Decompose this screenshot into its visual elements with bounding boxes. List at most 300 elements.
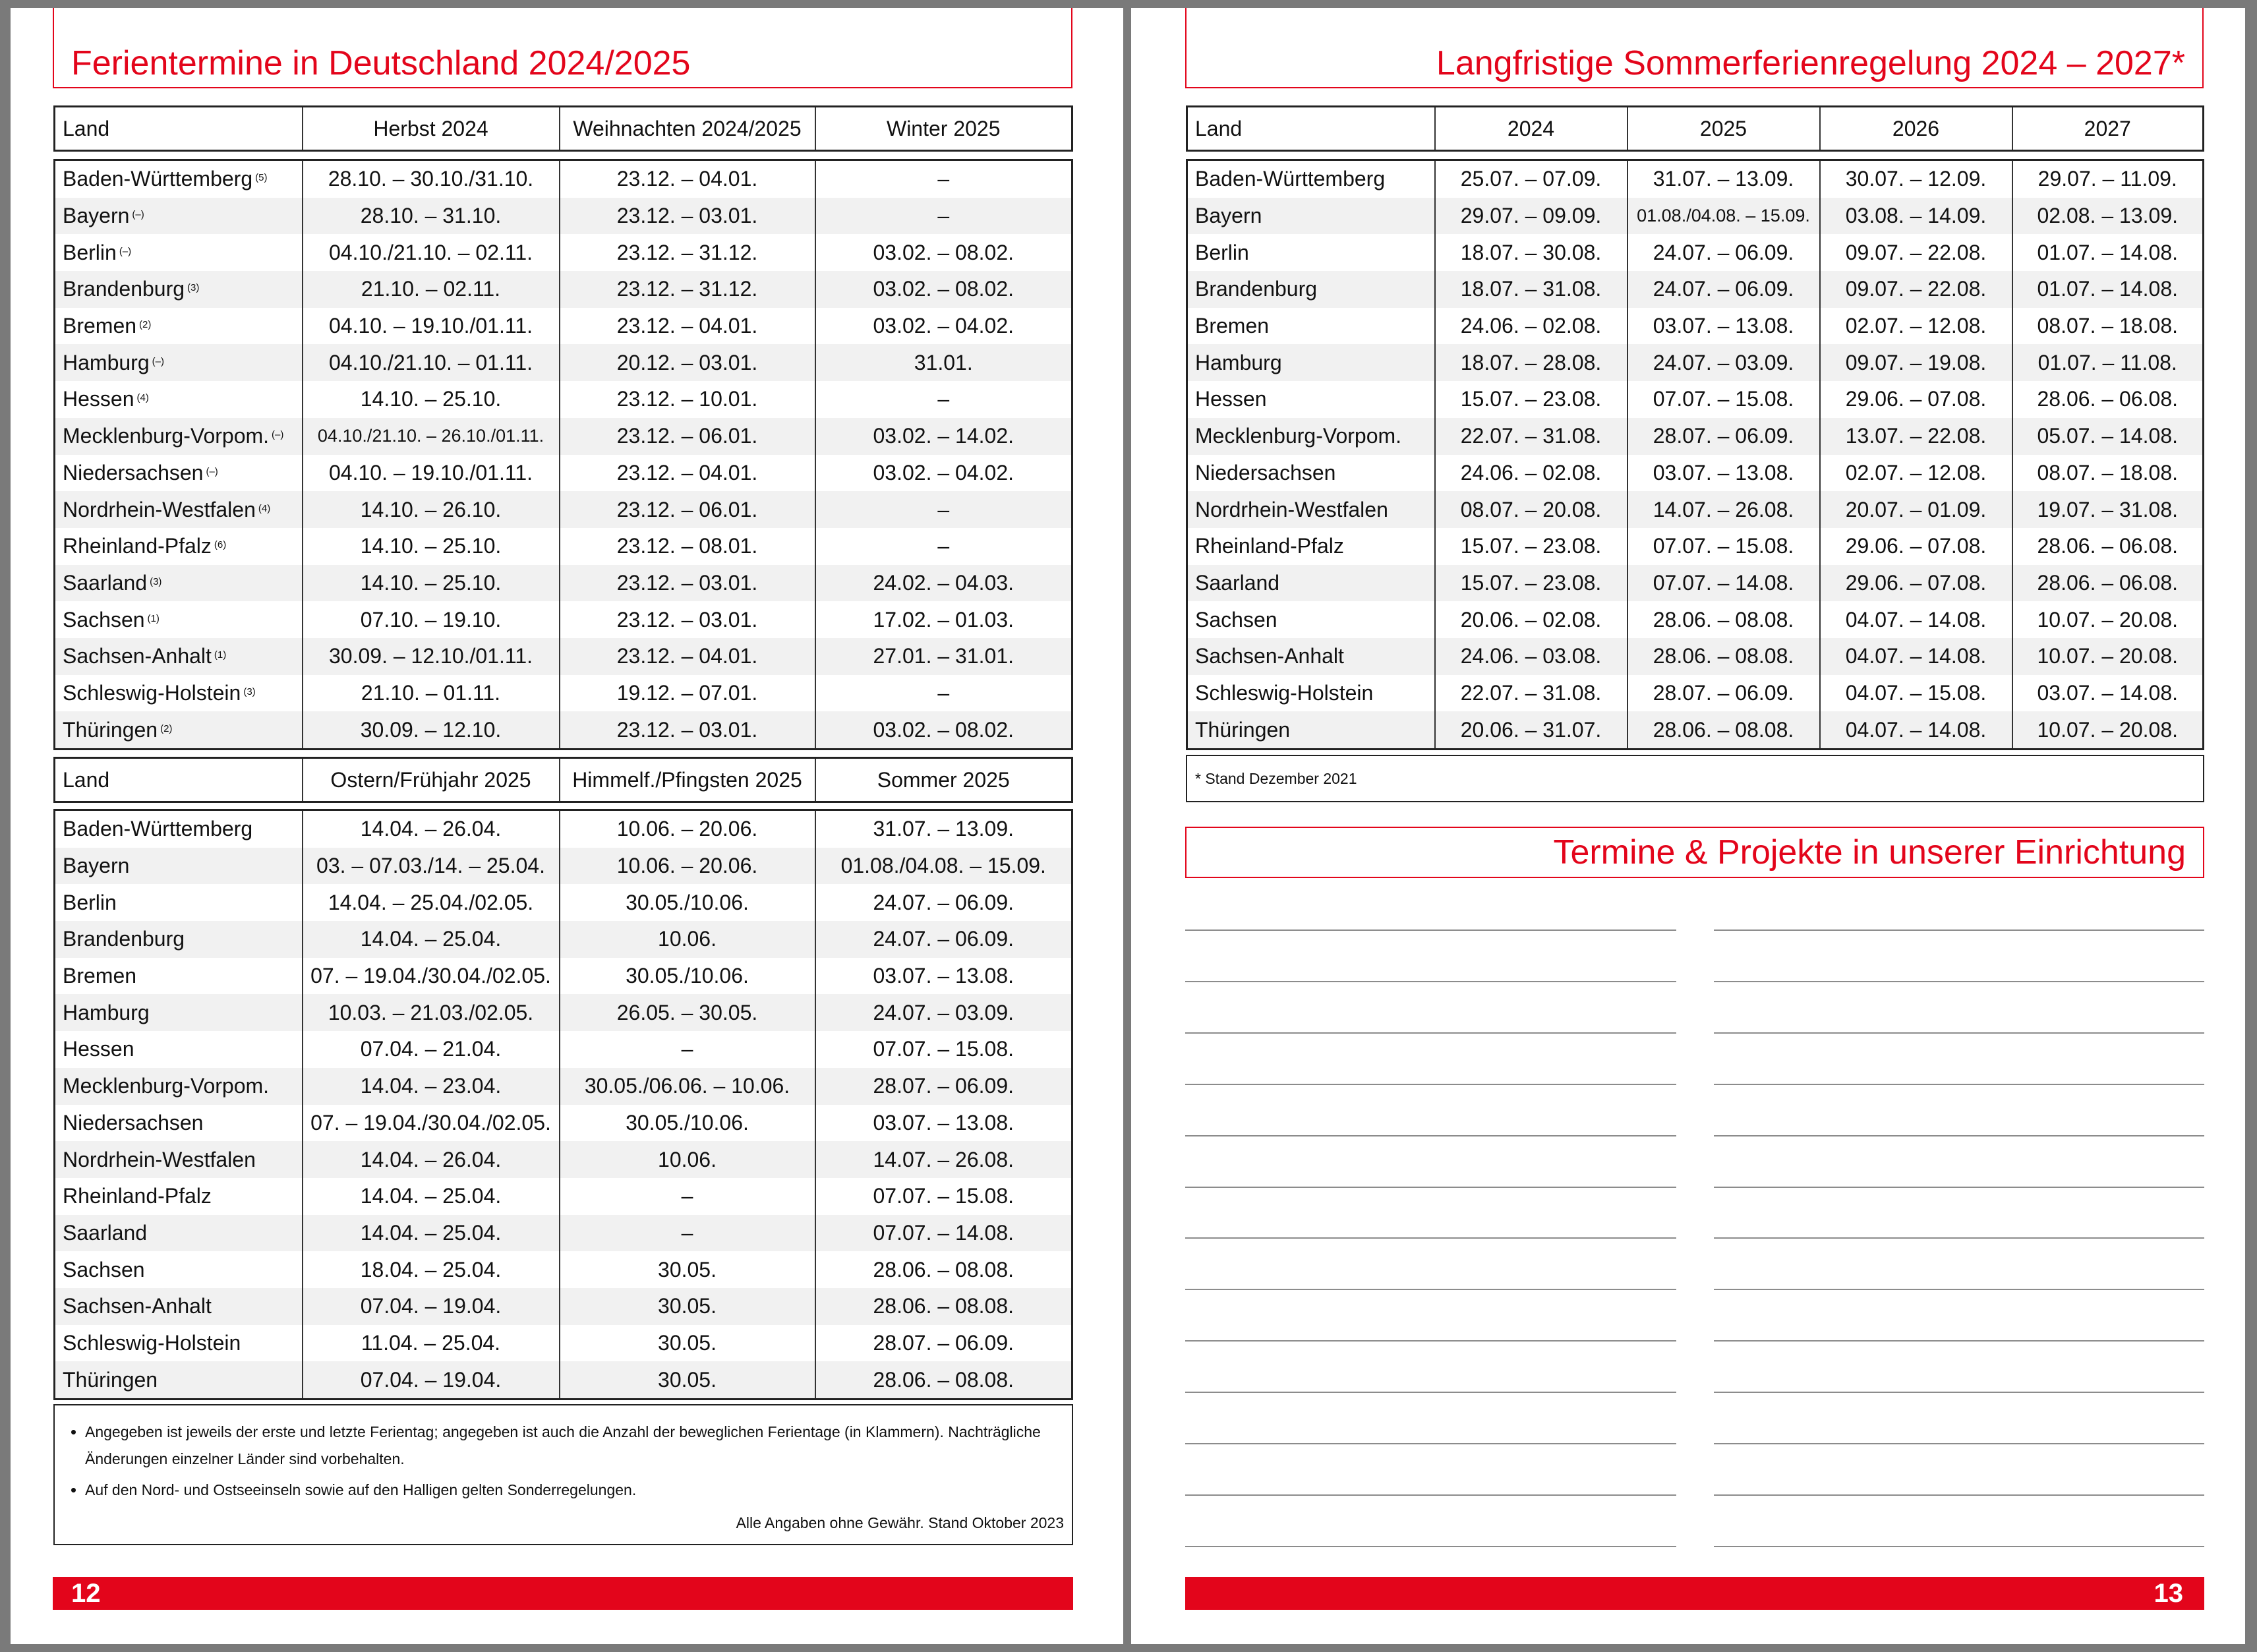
- date-cell: 23.12. – 04.01.: [560, 455, 815, 492]
- date-cell: 24.06. – 02.08.: [1435, 455, 1627, 492]
- land-name: Sachsen: [63, 1257, 145, 1282]
- date-cell: 14.10. – 25.10.: [303, 565, 560, 602]
- land-cell: [55, 308, 303, 345]
- title-text: Ferientermine in Deutschland 2024/2025: [71, 44, 691, 82]
- land-cell: [55, 160, 303, 198]
- table-row: [1187, 711, 2204, 749]
- land-cell: [1187, 271, 1435, 308]
- date-cell: 19.12. – 07.01.: [560, 675, 815, 712]
- date-cell: 07.07. – 15.08.: [815, 1178, 1072, 1215]
- land-cell: [55, 234, 303, 271]
- table-row: [55, 1325, 1072, 1362]
- table-row: [55, 198, 1072, 235]
- writing-line: [1185, 1237, 1676, 1239]
- date-cell: 15.07. – 23.08.: [1435, 565, 1627, 602]
- date-cell: 20.12. – 03.01.: [560, 344, 815, 381]
- date-cell: –: [815, 160, 1072, 198]
- land-name: Rheinland-Pfalz: [63, 534, 212, 558]
- table-row: [1187, 308, 2204, 345]
- date-cell: 10.06. – 20.06.: [560, 810, 815, 848]
- land-name: Schleswig-Holstein: [1195, 680, 1374, 705]
- table-row: [55, 601, 1072, 638]
- page-number: 13: [2154, 1579, 2183, 1608]
- table-row: [1187, 381, 2204, 418]
- header-2026: 2026: [1820, 107, 2012, 151]
- date-cell: 31.01.: [815, 344, 1072, 381]
- land-cell: [55, 1105, 303, 1142]
- date-cell: 01.08./04.08. – 15.09.: [1627, 198, 1820, 235]
- section-title-text: Termine & Projekte in unserer Einrichtung: [1553, 833, 2186, 871]
- table-row: [55, 234, 1072, 271]
- date-cell: 10.06.: [560, 1141, 815, 1178]
- land-cell: [55, 848, 303, 885]
- writing-line: [1185, 1392, 1676, 1393]
- table1-header: [53, 105, 1073, 152]
- date-cell: 07.07. – 14.08.: [1627, 565, 1820, 602]
- date-cell: 31.07. – 13.09.: [815, 810, 1072, 848]
- land-name: Schleswig-Holstein: [63, 680, 241, 705]
- date-cell: 30.05./10.06.: [560, 1105, 815, 1142]
- header-2027: 2027: [2012, 107, 2204, 151]
- land-cell: [55, 455, 303, 492]
- table-row: [55, 884, 1072, 921]
- date-cell: 14.04. – 25.04.: [303, 1215, 560, 1252]
- land-name: Nordrhein-Westfalen: [63, 497, 256, 521]
- table-row: [55, 455, 1072, 492]
- writing-line: [1714, 1187, 2204, 1188]
- writing-line: [1714, 1340, 2204, 1342]
- date-cell: 28.07. – 06.09.: [1627, 418, 1820, 455]
- header-weihnachten: Weihnachten 2024/2025: [560, 107, 815, 151]
- table-row: [55, 381, 1072, 418]
- date-cell: 28.06. – 08.08.: [1627, 601, 1820, 638]
- date-cell: 01.07. – 14.08.: [2012, 271, 2204, 308]
- land-cell: [55, 344, 303, 381]
- date-cell: 28.06. – 06.08.: [2012, 381, 2204, 418]
- footnote-marker: (3): [187, 282, 200, 294]
- land-cell: [55, 1178, 303, 1215]
- table-row: [55, 565, 1072, 602]
- writing-line: [1185, 1187, 1676, 1188]
- land-cell: [55, 198, 303, 235]
- land-name: Brandenburg: [63, 927, 185, 951]
- header-sommer: Sommer 2025: [815, 758, 1072, 802]
- land-cell: [55, 810, 303, 848]
- header-2025: 2025: [1627, 107, 1820, 151]
- land-cell: [55, 1325, 303, 1362]
- table-row: [55, 1178, 1072, 1215]
- date-cell: 05.07. – 14.08.: [2012, 418, 2204, 455]
- date-cell: 30.05./10.06.: [560, 884, 815, 921]
- header-land: Land: [63, 767, 110, 792]
- writing-line: [1185, 1340, 1676, 1342]
- date-cell: 24.06. – 02.08.: [1435, 308, 1627, 345]
- date-cell: 03.02. – 04.02.: [815, 455, 1072, 492]
- page-footer-left: [53, 1577, 1073, 1610]
- date-cell: 24.07. – 06.09.: [1627, 234, 1820, 271]
- date-cell: 07.07. – 14.08.: [815, 1215, 1072, 1252]
- land-name: Thüringen: [63, 717, 158, 742]
- date-cell: 28.07. – 06.09.: [815, 1068, 1072, 1105]
- date-cell: 28.10. – 30.10./31.10.: [303, 160, 560, 198]
- writing-line: [1185, 1494, 1676, 1496]
- date-cell: 29.06. – 07.08.: [1820, 381, 2012, 418]
- writing-line: [1185, 1135, 1676, 1136]
- date-cell: 14.10. – 25.10.: [303, 528, 560, 565]
- land-name: Berlin: [1195, 240, 1249, 264]
- land-cell: [55, 921, 303, 958]
- stand-note-box: [1186, 755, 2204, 802]
- date-cell: 13.07. – 22.08.: [1820, 418, 2012, 455]
- date-cell: 27.01. – 31.01.: [815, 638, 1072, 675]
- writing-line: [1185, 1032, 1676, 1034]
- land-name: Sachsen: [63, 607, 145, 632]
- land-name: Bremen: [63, 314, 137, 338]
- date-cell: 28.06. – 08.08.: [815, 1288, 1072, 1325]
- writing-line: [1714, 1084, 2204, 1085]
- writing-line: [1714, 981, 2204, 982]
- header-2024: 2024: [1435, 107, 1627, 151]
- date-cell: 29.07. – 11.09.: [2012, 160, 2204, 198]
- footnote-marker: (4): [136, 392, 149, 404]
- date-cell: 07.04. – 21.04.: [303, 1031, 560, 1068]
- land-cell: [1187, 491, 1435, 528]
- date-cell: 28.07. – 06.09.: [815, 1325, 1072, 1362]
- date-cell: 10.03. – 21.03./02.05.: [303, 994, 560, 1031]
- land-name: Bayern: [1195, 204, 1262, 228]
- footnote-marker: (1): [147, 612, 160, 624]
- land-name: Hessen: [63, 387, 134, 411]
- header-pfingsten: Himmelf./Pfingsten 2025: [560, 758, 815, 802]
- footnote-marker: (2): [139, 319, 152, 331]
- land-name: Thüringen: [63, 1367, 158, 1392]
- date-cell: 18.04. – 25.04.: [303, 1251, 560, 1288]
- date-cell: 30.07. – 12.09.: [1820, 160, 2012, 198]
- date-cell: –: [815, 528, 1072, 565]
- land-name: Mecklenburg-Vorpom.: [63, 424, 270, 448]
- table-row: [1187, 528, 2204, 565]
- date-cell: 30.09. – 12.10.: [303, 711, 560, 749]
- footnote-marker: (–): [132, 209, 144, 221]
- date-cell: 02.07. – 12.08.: [1820, 455, 2012, 492]
- footnote-marker: (1): [214, 649, 227, 661]
- land-cell: [55, 1068, 303, 1105]
- table-row: [55, 994, 1072, 1031]
- date-cell: 28.06. – 08.08.: [1627, 711, 1820, 749]
- land-cell: [1187, 528, 1435, 565]
- land-name: Brandenburg: [63, 277, 185, 301]
- date-cell: 07.04. – 19.04.: [303, 1288, 560, 1325]
- land-name: Sachsen-Anhalt: [1195, 644, 1344, 668]
- footnote-marker: (3): [150, 575, 162, 587]
- date-cell: 09.07. – 22.08.: [1820, 271, 2012, 308]
- date-cell: 03.07. – 13.08.: [1627, 455, 1820, 492]
- table-row: [55, 418, 1072, 455]
- table-row: [1187, 565, 2204, 602]
- table-row: [1187, 160, 2204, 198]
- date-cell: 29.07. – 09.09.: [1435, 198, 1627, 235]
- table-row: [55, 491, 1072, 528]
- land-name: Rheinland-Pfalz: [63, 1184, 212, 1208]
- date-cell: 02.07. – 12.08.: [1820, 308, 2012, 345]
- land-name: Thüringen: [1195, 717, 1291, 742]
- date-cell: 14.10. – 26.10.: [303, 491, 560, 528]
- land-name: Baden-Württemberg: [1195, 167, 1386, 191]
- date-cell: 10.06.: [560, 921, 815, 958]
- date-cell: 03.08. – 14.09.: [1820, 198, 2012, 235]
- notes-box: [53, 1404, 1073, 1545]
- land-name: Sachsen-Anhalt: [63, 644, 212, 668]
- date-cell: 24.02. – 04.03.: [815, 565, 1072, 602]
- writing-line: [1714, 1032, 2204, 1034]
- header-land: Land: [1195, 116, 1243, 140]
- page-title-right: [1185, 8, 2204, 88]
- land-name: Mecklenburg-Vorpom.: [63, 1074, 270, 1098]
- date-cell: –: [560, 1215, 815, 1252]
- writing-line: [1185, 929, 1676, 931]
- date-cell: 23.12. – 04.01.: [560, 308, 815, 345]
- footnote-marker: (–): [152, 355, 164, 367]
- date-cell: 14.04. – 26.04.: [303, 1141, 560, 1178]
- date-cell: 23.12. – 04.01.: [560, 160, 815, 198]
- date-cell: 23.12. – 06.01.: [560, 418, 815, 455]
- land-cell: [1187, 418, 1435, 455]
- date-cell: 03.07. – 13.08.: [1627, 308, 1820, 345]
- table-row: [55, 1105, 1072, 1142]
- date-cell: 20.06. – 02.08.: [1435, 601, 1627, 638]
- land-cell: [1187, 198, 1435, 235]
- footnote-marker: (4): [258, 502, 271, 514]
- date-cell: 21.10. – 01.11.: [303, 675, 560, 712]
- land-cell: [1187, 711, 1435, 749]
- date-cell: 28.06. – 08.08.: [815, 1361, 1072, 1399]
- land-name: Sachsen: [1195, 607, 1277, 632]
- date-cell: 24.06. – 03.08.: [1435, 638, 1627, 675]
- writing-line: [1714, 1546, 2204, 1547]
- land-cell: [55, 491, 303, 528]
- date-cell: 23.12. – 08.01.: [560, 528, 815, 565]
- table-row: [1187, 638, 2204, 675]
- land-cell: [1187, 675, 1435, 712]
- writing-line: [1714, 1392, 2204, 1393]
- table-row: [55, 271, 1072, 308]
- date-cell: 08.07. – 20.08.: [1435, 491, 1627, 528]
- date-cell: 01.07. – 14.08.: [2012, 234, 2204, 271]
- table-row: [55, 921, 1072, 958]
- table-row: [55, 1215, 1072, 1252]
- date-cell: 03.07. – 14.08.: [2012, 675, 2204, 712]
- date-cell: 14.04. – 26.04.: [303, 810, 560, 848]
- section-title: [1185, 827, 2204, 878]
- date-cell: 30.05.: [560, 1325, 815, 1362]
- date-cell: 23.12. – 03.01.: [560, 565, 815, 602]
- table-row: [55, 1031, 1072, 1068]
- date-cell: 23.12. – 03.01.: [560, 711, 815, 749]
- date-cell: 03.02. – 08.02.: [815, 711, 1072, 749]
- date-cell: 17.02. – 01.03.: [815, 601, 1072, 638]
- date-cell: 30.05.: [560, 1361, 815, 1399]
- land-cell: [55, 1215, 303, 1252]
- table-row: [1187, 198, 2204, 235]
- table-row: [55, 1141, 1072, 1178]
- land-cell: [55, 1251, 303, 1288]
- land-cell: [55, 271, 303, 308]
- date-cell: 29.06. – 07.08.: [1820, 528, 2012, 565]
- date-cell: 26.05. – 30.05.: [560, 994, 815, 1031]
- date-cell: 24.07. – 03.09.: [1627, 344, 1820, 381]
- land-name: Berlin: [63, 890, 117, 914]
- writing-line: [1714, 1289, 2204, 1290]
- date-cell: 14.07. – 26.08.: [815, 1141, 1072, 1178]
- date-cell: 24.07. – 06.09.: [815, 884, 1072, 921]
- date-cell: 23.12. – 31.12.: [560, 271, 815, 308]
- date-cell: 03.07. – 13.08.: [815, 958, 1072, 995]
- header-herbst: Herbst 2024: [303, 107, 560, 151]
- date-cell: 14.04. – 25.04.: [303, 921, 560, 958]
- page-number: 12: [71, 1579, 101, 1608]
- writing-line: [1714, 1135, 2204, 1136]
- date-cell: 22.07. – 31.08.: [1435, 418, 1627, 455]
- table-row: [55, 308, 1072, 345]
- land-name: Rheinland-Pfalz: [1195, 534, 1344, 558]
- date-cell: 29.06. – 07.08.: [1820, 565, 2012, 602]
- date-cell: 04.10./21.10. – 26.10./01.11.: [303, 418, 560, 455]
- date-cell: 03.02. – 14.02.: [815, 418, 1072, 455]
- date-cell: –: [815, 675, 1072, 712]
- table-row: [55, 675, 1072, 712]
- date-cell: 28.07. – 06.09.: [1627, 675, 1820, 712]
- date-cell: 23.12. – 06.01.: [560, 491, 815, 528]
- page-footer-right: [1185, 1577, 2204, 1610]
- date-cell: 25.07. – 07.09.: [1435, 160, 1627, 198]
- date-cell: 03. – 07.03./14. – 25.04.: [303, 848, 560, 885]
- date-cell: 23.12. – 31.12.: [560, 234, 815, 271]
- land-cell: [55, 675, 303, 712]
- date-cell: 03.02. – 08.02.: [815, 271, 1072, 308]
- land-name: Nordrhein-Westfalen: [1195, 497, 1388, 521]
- summer-table-body: [1186, 159, 2204, 750]
- date-cell: –: [815, 491, 1072, 528]
- right-page: [1131, 8, 2245, 1644]
- table-row: [1187, 344, 2204, 381]
- date-cell: 14.07. – 26.08.: [1627, 491, 1820, 528]
- table-row: [1187, 491, 2204, 528]
- land-name: Brandenburg: [1195, 277, 1318, 301]
- land-name: Saarland: [63, 1220, 148, 1245]
- date-cell: 14.04. – 25.04./02.05.: [303, 884, 560, 921]
- land-cell: [55, 1031, 303, 1068]
- land-name: Hessen: [63, 1037, 134, 1061]
- land-cell: [55, 601, 303, 638]
- land-cell: [55, 381, 303, 418]
- date-cell: 08.07. – 18.08.: [2012, 308, 2204, 345]
- date-cell: 07.04. – 19.04.: [303, 1361, 560, 1399]
- footnote-marker: (2): [160, 723, 173, 734]
- table-row: [55, 638, 1072, 675]
- date-cell: 28.06. – 08.08.: [1627, 638, 1820, 675]
- land-cell: [55, 418, 303, 455]
- date-cell: 01.07. – 11.08.: [2012, 344, 2204, 381]
- date-cell: 19.07. – 31.08.: [2012, 491, 2204, 528]
- date-cell: –: [560, 1178, 815, 1215]
- land-name: Saarland: [1195, 570, 1280, 595]
- date-cell: 21.10. – 02.11.: [303, 271, 560, 308]
- table-row: [55, 848, 1072, 885]
- date-cell: 10.07. – 20.08.: [2012, 638, 2204, 675]
- date-cell: 04.10. – 19.10./01.11.: [303, 455, 560, 492]
- date-cell: 23.12. – 03.01.: [560, 601, 815, 638]
- land-cell: [55, 711, 303, 749]
- land-name: Bayern: [63, 854, 130, 878]
- land-cell: [55, 1361, 303, 1399]
- writing-line: [1185, 1443, 1676, 1444]
- land-name: Bremen: [1195, 314, 1270, 338]
- date-cell: 14.04. – 25.04.: [303, 1178, 560, 1215]
- table-row: [55, 1288, 1072, 1325]
- date-cell: 10.07. – 20.08.: [2012, 711, 2204, 749]
- date-cell: 18.07. – 30.08.: [1435, 234, 1627, 271]
- date-cell: 09.07. – 22.08.: [1820, 234, 2012, 271]
- writing-line: [1185, 1546, 1676, 1547]
- date-cell: 03.02. – 08.02.: [815, 234, 1072, 271]
- writing-line: [1185, 1289, 1676, 1290]
- page-title-left: [53, 8, 1072, 88]
- table-row: [1187, 418, 2204, 455]
- date-cell: 28.06. – 06.08.: [2012, 565, 2204, 602]
- date-cell: 04.10./21.10. – 01.11.: [303, 344, 560, 381]
- land-name: Bayern: [63, 204, 130, 228]
- land-cell: [55, 884, 303, 921]
- date-cell: 03.02. – 04.02.: [815, 308, 1072, 345]
- note-item: • Auf den Nord- und Ostseeinseln sowie auf den Halligen gelten Sonderregelungen.: [85, 1477, 1059, 1504]
- footnote-marker: (5): [255, 172, 268, 184]
- date-cell: 20.06. – 31.07.: [1435, 711, 1627, 749]
- table-row: [55, 1251, 1072, 1288]
- date-cell: 30.05.: [560, 1251, 815, 1288]
- date-cell: 18.07. – 28.08.: [1435, 344, 1627, 381]
- land-cell: [1187, 308, 1435, 345]
- land-cell: [1187, 381, 1435, 418]
- table-row: [55, 1361, 1072, 1399]
- date-cell: 24.07. – 03.09.: [815, 994, 1072, 1031]
- summer-table-header: [1186, 105, 2204, 152]
- land-cell: [1187, 565, 1435, 602]
- table-row: [55, 711, 1072, 749]
- date-cell: –: [815, 381, 1072, 418]
- land-cell: [55, 528, 303, 565]
- land-name: Baden-Württemberg: [63, 817, 253, 841]
- writing-line: [1714, 929, 2204, 931]
- date-cell: 04.07. – 14.08.: [1820, 638, 2012, 675]
- land-name: Saarland: [63, 570, 148, 595]
- stand-note: Alle Angaben ohne Gewähr. Stand Oktober 2023: [736, 1514, 1064, 1531]
- table2-body: [53, 809, 1073, 1400]
- date-cell: 07.07. – 15.08.: [1627, 381, 1820, 418]
- land-cell: [1187, 455, 1435, 492]
- date-cell: 28.10. – 31.10.: [303, 198, 560, 235]
- land-name: Berlin: [63, 240, 117, 264]
- table-row: [1187, 271, 2204, 308]
- footnote-marker: (3): [243, 686, 256, 697]
- table-row: [1187, 675, 2204, 712]
- land-name: Niedersachsen: [63, 460, 204, 485]
- date-cell: –: [815, 198, 1072, 235]
- table-row: [55, 528, 1072, 565]
- land-name: Hamburg: [1195, 350, 1282, 374]
- date-cell: –: [560, 1031, 815, 1068]
- stand-note: * Stand Dezember 2021: [1195, 770, 1357, 787]
- writing-line: [1185, 981, 1676, 982]
